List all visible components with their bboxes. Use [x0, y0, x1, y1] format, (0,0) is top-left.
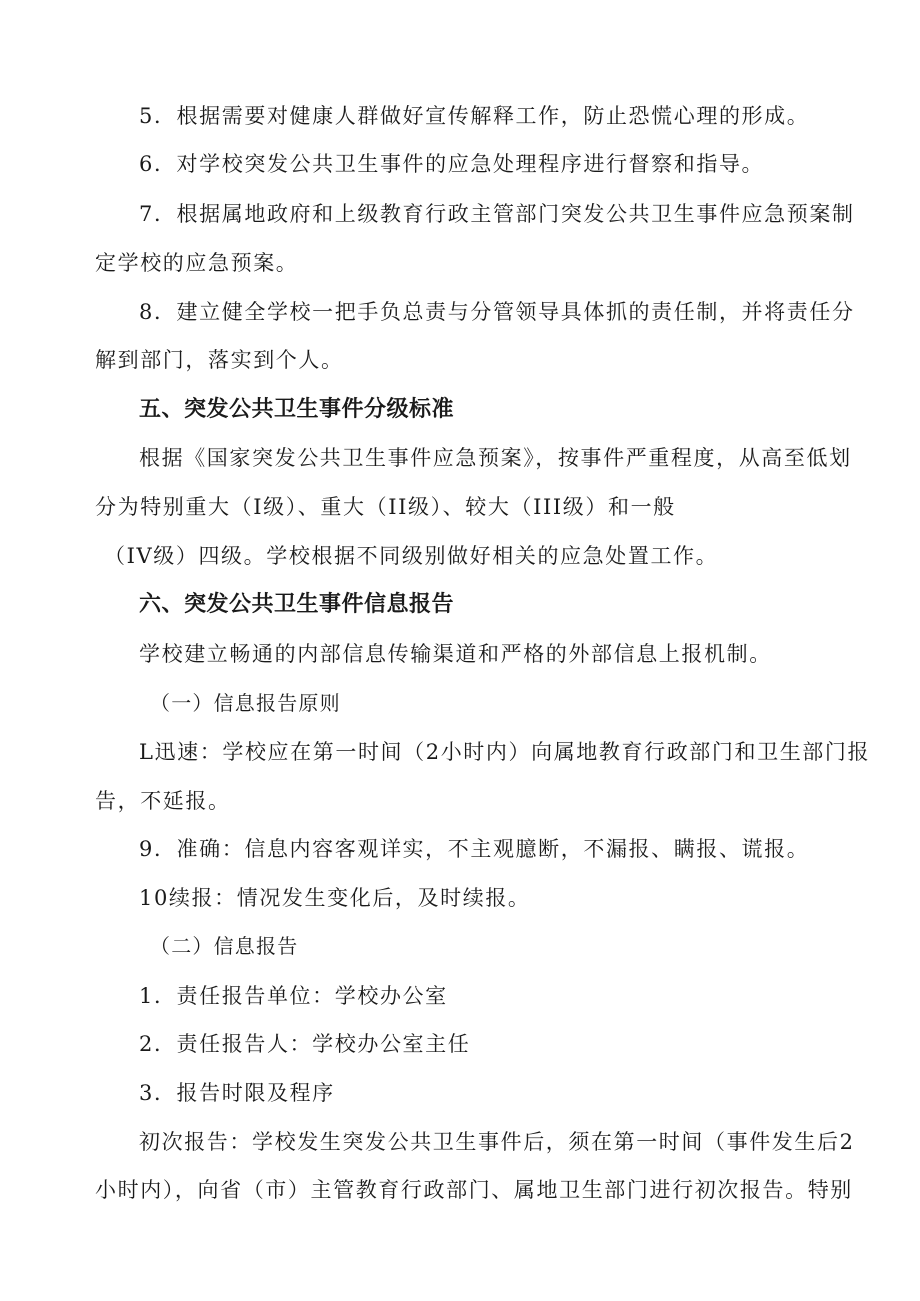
principle-rapid: L迅速：学校应在第一时间（2小时内）向属地教育行政部门和卫生部门报 [139, 740, 871, 764]
subsection-heading-2: （二）信息报告 [150, 934, 299, 958]
report-unit: 1．责任报告单位：学校办公室 [139, 984, 448, 1008]
report-person: 2．责任报告人：学校办公室主任 [139, 1032, 471, 1056]
paragraph-reporting: 学校建立畅通的内部信息传输渠道和严格的外部信息上报机制。 [139, 642, 772, 666]
paragraph-grading-continued: 分为特别重大（I级）、重大（II级）、较大（III级）和一般 [95, 495, 676, 519]
principle-accurate: 9．准确：信息内容客观详实，不主观臆断，不漏报、瞒报、谎报。 [139, 837, 810, 861]
paragraph-initial-report-continued: 小时内），向省（市）主管教育行政部门、属地卫生部门进行初次报告。特别 [95, 1178, 853, 1202]
section-heading-6: 六、突发公共卫生事件信息报告 [139, 592, 455, 617]
list-item-6: 6．对学校突发公共卫生事件的应急处理程序进行督察和指导。 [139, 152, 765, 176]
list-item-8-continued: 解到部门，落实到个人。 [95, 348, 344, 372]
principle-rapid-continued: 告，不延报。 [95, 789, 231, 813]
report-time-procedure: 3．报告时限及程序 [139, 1081, 335, 1105]
list-item-5: 5．根据需要对健康人群做好宣传解释工作，防止恐慌心理的形成。 [139, 104, 810, 128]
list-item-7: 7．根据属地政府和上级教育行政主管部门突发公共卫生事件应急预案制 [139, 202, 855, 226]
section-heading-5: 五、突发公共卫生事件分级标准 [139, 397, 455, 422]
paragraph-initial-report: 初次报告：学校发生突发公共卫生事件后，须在第一时间（事件发生后2 [139, 1130, 855, 1154]
list-item-8: 8．建立健全学校一把手负总责与分管领导具体抓的责任制，并将责任分 [139, 300, 855, 324]
subsection-heading-1: （一）信息报告原则 [150, 691, 341, 715]
list-item-7-continued: 定学校的应急预案。 [95, 251, 299, 275]
paragraph-grading: 根据《国家突发公共卫生事件应急预案》，按事件严重程度，从高至低划 [139, 446, 852, 470]
paragraph-grading-end: （IV级）四级。学校根据不同级别做好相关的应急处置工作。 [104, 544, 719, 568]
principle-continued-report: 10续报：情况发生变化后，及时续报。 [139, 886, 531, 910]
